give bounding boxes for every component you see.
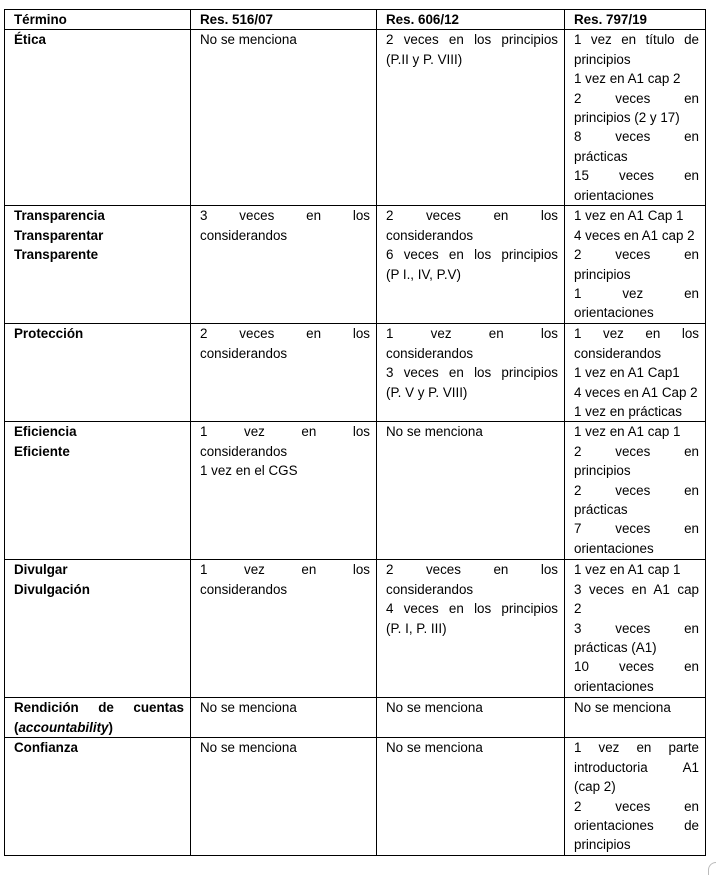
value-cell-2 xyxy=(377,30,565,206)
term-italic: accountability xyxy=(18,719,109,735)
cell-line: principios xyxy=(574,463,631,479)
value-cell-3 xyxy=(565,422,706,560)
table-row xyxy=(5,738,706,856)
cell-line: 1 vez en A1 cap 1 xyxy=(574,562,681,578)
cell-line: No se menciona xyxy=(574,700,671,716)
term-cell xyxy=(5,560,191,698)
cell-line: 1 vez en A1 cap 2 xyxy=(574,71,681,87)
value-cell-3 xyxy=(565,206,706,324)
cell-line: considerandos xyxy=(386,345,474,361)
cell-line: considerandos xyxy=(200,443,288,459)
cell-line: principios xyxy=(574,266,631,282)
value-cell-1 xyxy=(191,738,377,856)
cell-line: prácticas xyxy=(574,502,628,518)
header-res-797-19: Res. 797/19 xyxy=(565,10,706,30)
cell-line: (P. V y P. VIII) xyxy=(386,384,468,400)
cell-line: prácticas xyxy=(574,148,628,164)
table-row xyxy=(5,560,706,698)
term-cell xyxy=(5,422,191,560)
cell-line: prácticas (A1) xyxy=(574,640,657,656)
cell-line: considerandos xyxy=(386,227,474,243)
value-cell-2 xyxy=(377,698,565,738)
cell-line: (cap 2) xyxy=(574,779,616,795)
cell-line: 7 veces en xyxy=(574,521,699,537)
cell-line: considerandos xyxy=(200,227,288,243)
value-cell-3 xyxy=(565,30,706,206)
cell-line: 8 veces en xyxy=(574,129,699,145)
cell-line: No se menciona xyxy=(386,740,483,756)
term-line: Eficiente xyxy=(14,443,70,459)
cell-line: principios xyxy=(574,51,631,67)
cell-line: 3 veces en los principios xyxy=(386,365,558,381)
term-line: Rendición de cuentas xyxy=(14,700,184,716)
cell-line: orientaciones xyxy=(574,187,654,203)
value-cell-1 xyxy=(191,698,377,738)
page-corner-mark xyxy=(708,862,716,875)
cell-line: (P. I, P. III) xyxy=(386,620,447,636)
table-row xyxy=(5,698,706,738)
term-cell xyxy=(5,206,191,324)
cell-line: (P I., IV, P.V) xyxy=(386,266,461,282)
cell-line: orientaciones xyxy=(574,540,654,556)
cell-line: 6 veces en los principios xyxy=(386,247,558,263)
cell-line: (P.II y P. VIII) xyxy=(386,51,463,67)
table-body xyxy=(5,30,706,856)
cell-line: 2 veces en xyxy=(574,798,699,814)
header-term: Término xyxy=(5,10,191,30)
term-line xyxy=(14,718,184,737)
cell-line: 1 vez en los xyxy=(200,562,370,578)
value-cell-3 xyxy=(565,698,706,738)
cell-line: No se menciona xyxy=(200,700,297,716)
cell-line: 1 vez en parte xyxy=(574,740,699,756)
term-line: Transparencia xyxy=(14,208,105,224)
cell-line: 2 xyxy=(574,601,582,617)
cell-line: considerandos xyxy=(200,345,288,361)
cell-line: 2 veces en los xyxy=(386,562,558,578)
cell-line: 1 vez en A1 cap 1 xyxy=(574,424,681,440)
value-cell-3 xyxy=(565,560,706,698)
term-line: Protección xyxy=(14,326,84,342)
cell-line: considerandos xyxy=(574,345,662,361)
cell-line: 2 veces en xyxy=(574,482,699,498)
cell-line: 3 veces en A1 cap xyxy=(574,581,699,597)
term-line: Confianza xyxy=(14,740,78,756)
term-cell xyxy=(5,698,191,738)
cell-line: 2 veces en xyxy=(574,443,699,459)
terms-table xyxy=(4,9,706,856)
cell-line: principios xyxy=(574,837,631,853)
cell-line: 1 vez en prácticas xyxy=(574,404,682,420)
cell-line: 1 vez en los xyxy=(574,326,699,342)
term-line: Transparente xyxy=(14,247,99,263)
cell-line: 2 veces en xyxy=(574,247,699,263)
cell-line: 2 veces en los principios xyxy=(386,32,558,48)
header-res-606-12: Res. 606/12 xyxy=(377,10,565,30)
term-line: Divulgar xyxy=(14,562,68,578)
cell-line: No se menciona xyxy=(200,32,297,48)
table-row xyxy=(5,422,706,560)
term-line: Eficiencia xyxy=(14,424,77,440)
cell-line: 4 veces en A1 cap 2 xyxy=(574,227,695,243)
cell-line: 1 vez en el CGS xyxy=(200,463,298,479)
value-cell-3 xyxy=(565,324,706,422)
term-line: Ética xyxy=(14,32,47,48)
table-row xyxy=(5,30,706,206)
cell-line: principios (2 y 17) xyxy=(574,110,680,126)
value-cell-1 xyxy=(191,324,377,422)
paren-close: ) xyxy=(108,719,113,735)
cell-line: introductoria A1 xyxy=(574,759,699,775)
value-cell-2 xyxy=(377,738,565,856)
cell-line: 1 vez en título de xyxy=(574,32,699,48)
header-row xyxy=(5,10,706,30)
cell-line: 3 veces en xyxy=(574,620,699,636)
cell-line: 4 veces en los principios xyxy=(386,601,558,617)
cell-line: 10 veces en xyxy=(574,659,699,675)
value-cell-3 xyxy=(565,738,706,856)
cell-line: considerandos xyxy=(200,581,288,597)
header-res-516-07: Res. 516/07 xyxy=(191,10,377,30)
table-row xyxy=(5,324,706,422)
cell-line: 2 veces en los xyxy=(386,208,558,224)
value-cell-1 xyxy=(191,422,377,560)
cell-line: 1 vez en A1 Cap1 xyxy=(574,365,680,381)
value-cell-2 xyxy=(377,206,565,324)
term-cell xyxy=(5,30,191,206)
term-line: Divulgación xyxy=(14,581,90,597)
cell-line: considerandos xyxy=(386,581,474,597)
term-cell xyxy=(5,324,191,422)
value-cell-1 xyxy=(191,206,377,324)
term-line: Transparentar xyxy=(14,227,104,243)
cell-line: 2 veces en los xyxy=(200,326,370,342)
table-row xyxy=(5,206,706,324)
cell-line: orientaciones xyxy=(574,305,654,321)
cell-line: No se menciona xyxy=(200,740,297,756)
value-cell-1 xyxy=(191,560,377,698)
cell-line: 1 vez en los xyxy=(200,424,370,440)
cell-line: 4 veces en A1 Cap 2 xyxy=(574,384,698,400)
cell-line: 1 vez en los xyxy=(386,326,558,342)
cell-line: No se menciona xyxy=(386,424,483,440)
value-cell-1 xyxy=(191,30,377,206)
paren-open: ( xyxy=(14,719,19,735)
cell-line: 1 vez en xyxy=(574,286,699,302)
value-cell-2 xyxy=(377,422,565,560)
cell-line: orientaciones de xyxy=(574,818,699,834)
term-cell xyxy=(5,738,191,856)
value-cell-2 xyxy=(377,560,565,698)
cell-line: 1 vez en A1 Cap 1 xyxy=(574,208,684,224)
cell-line: orientaciones xyxy=(574,678,654,694)
cell-line: 15 veces en xyxy=(574,168,699,184)
cell-line: 3 veces en los xyxy=(200,208,370,224)
cell-line: No se menciona xyxy=(386,700,483,716)
cell-line: 2 veces en xyxy=(574,90,699,106)
value-cell-2 xyxy=(377,324,565,422)
